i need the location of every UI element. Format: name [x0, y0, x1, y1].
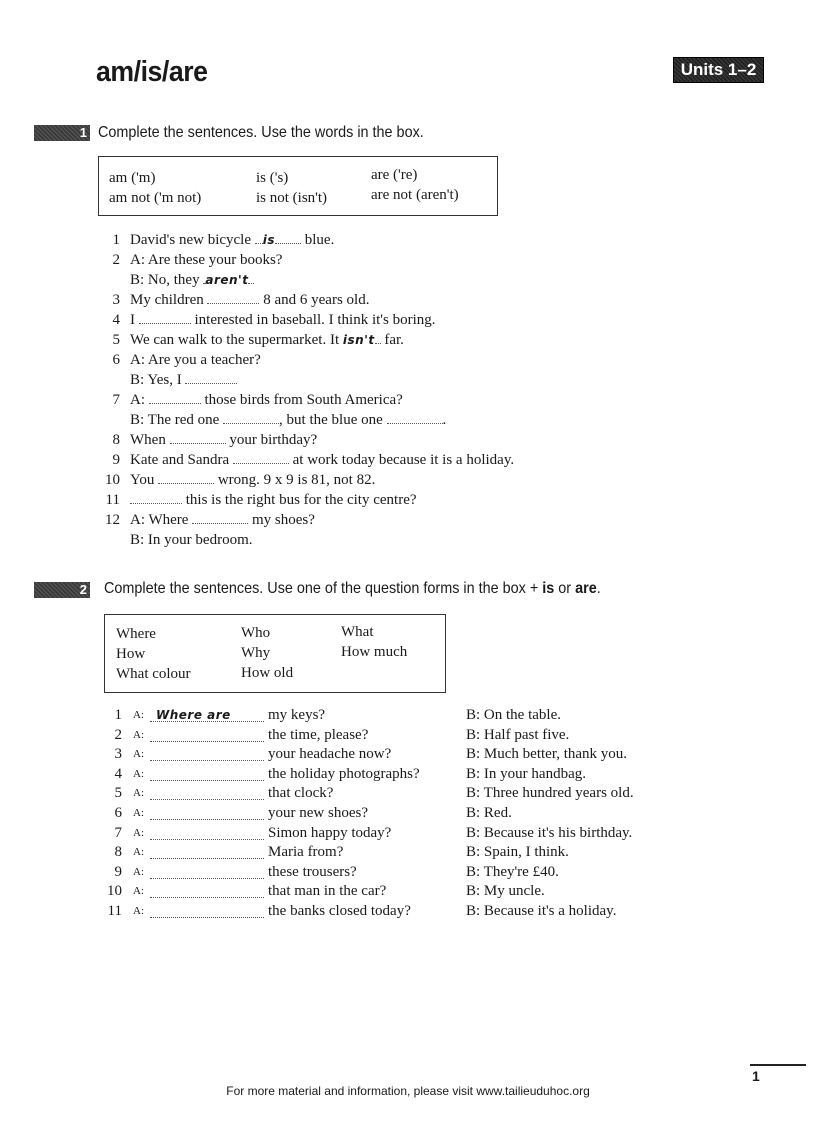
- exercise-1-number: 1: [34, 125, 90, 141]
- sentence-text: .: [442, 412, 447, 428]
- question-text: my keys?: [268, 707, 326, 723]
- word-box-cell: Who: [241, 625, 271, 641]
- sentence-7b: [130, 412, 446, 429]
- blank[interactable]: [149, 393, 201, 404]
- page-number: 1: [752, 1068, 760, 1084]
- sentence-10: [130, 472, 375, 489]
- sentence-text: B: No, they: [130, 272, 200, 288]
- speaker-a: A:: [133, 787, 144, 800]
- answer-blank[interactable]: [150, 766, 264, 781]
- speaker-a: A:: [133, 905, 144, 917]
- sentence-2b: [130, 272, 254, 289]
- question-row: [0, 825, 816, 844]
- question-text: that clock?: [268, 785, 334, 802]
- sentence-8: [130, 432, 317, 449]
- speaker-a: A:: [133, 846, 144, 859]
- item-number: 5: [112, 332, 120, 348]
- word-box-cell: What colour: [116, 666, 191, 682]
- answer-blank[interactable]: [150, 727, 264, 742]
- item-number: 6: [114, 805, 122, 821]
- exercise-1-list: [0, 232, 816, 552]
- sentence-text: far.: [384, 332, 404, 348]
- sentence-text: B: The red one: [130, 412, 220, 428]
- answer-blank[interactable]: [150, 785, 264, 800]
- sentence-9: [130, 452, 514, 469]
- sentence-text: A:: [130, 392, 145, 408]
- sentence-4: [130, 312, 436, 329]
- word-box-1: [98, 156, 498, 216]
- speaker-a: A:: [133, 728, 144, 741]
- sentence-text: My children: [130, 292, 204, 308]
- item-number: 1: [112, 232, 120, 248]
- word-box-cell: How much: [341, 644, 408, 660]
- question-row: [0, 864, 816, 883]
- item-number: 11: [105, 492, 120, 508]
- blank[interactable]: [207, 293, 259, 304]
- sentence-12a: [130, 512, 315, 529]
- sentence-12b: B: In your bedroom.: [130, 532, 253, 548]
- word-box-cell: am not ('m not): [109, 190, 202, 206]
- item-number: 8: [114, 844, 122, 861]
- word-box-cell: is not (isn't): [256, 190, 328, 206]
- response-text: B: Three hundred years old.: [466, 785, 634, 802]
- answer-blank[interactable]: [150, 903, 264, 918]
- speaker-a: A:: [133, 767, 144, 780]
- word-box-cell: is ('s): [256, 170, 289, 186]
- exercise-2-number: 2: [34, 582, 90, 598]
- page-title: am/is/are: [96, 56, 208, 88]
- item-number: 12: [105, 512, 120, 528]
- item-number: 2: [112, 252, 120, 268]
- speaker-a: A:: [133, 748, 144, 761]
- answer-blank[interactable]: [150, 883, 264, 898]
- instruction-text: .: [596, 580, 601, 597]
- response-text: B: Much better, thank you.: [466, 746, 628, 763]
- blank[interactable]: [185, 373, 237, 384]
- blank[interactable]: [139, 313, 191, 324]
- sentence-text: B: Yes, I: [130, 372, 182, 388]
- speaker-a: A:: [133, 865, 144, 878]
- speaker-a: A:: [133, 709, 144, 721]
- item-number: 9: [112, 452, 120, 468]
- instruction-text: Complete the sentences. Use one of the question forms in the box +: [104, 580, 539, 597]
- exercise-2-instruction: [104, 580, 601, 598]
- response-text: B: Because it's his birthday.: [466, 824, 633, 841]
- question-text: your new shoes?: [268, 805, 368, 821]
- question-text: the time, please?: [268, 726, 369, 743]
- question-row: [0, 883, 816, 902]
- answer-blank[interactable]: [150, 805, 264, 820]
- word-box-cell: What: [341, 624, 374, 640]
- answer-blank[interactable]: [150, 864, 264, 879]
- sentence-text: those birds from South America?: [204, 392, 403, 408]
- sentence-text: 8 and 6 years old.: [263, 292, 370, 308]
- exercise-1-instruction: Complete the sentences. Use the words in the box.: [98, 124, 424, 141]
- word-box-cell: Why: [241, 645, 271, 661]
- sentence-text: interested in baseball. I think it's boring.: [194, 312, 436, 328]
- answer-blank[interactable]: [150, 825, 264, 840]
- question-row: [0, 785, 816, 804]
- item-number: 9: [114, 863, 122, 880]
- question-text: Maria from?: [268, 844, 344, 861]
- question-text: the holiday photographs?: [268, 765, 420, 782]
- response-text: B: My uncle.: [466, 883, 545, 900]
- instruction-bold: are: [575, 580, 597, 597]
- response-text: B: Half past five.: [466, 726, 570, 743]
- answer-blank[interactable]: [150, 707, 264, 722]
- blank[interactable]: [223, 413, 279, 424]
- word-box-cell: How old: [241, 665, 294, 681]
- speaker-a: A:: [133, 826, 144, 839]
- sentence-text: wrong. 9 x 9 is 81, not 82.: [217, 472, 376, 488]
- response-text: B: In your handbag.: [466, 765, 586, 782]
- question-text: that man in the car?: [268, 883, 387, 900]
- handwritten-answer-2[interactable]: aren't: [205, 273, 249, 287]
- sentence-text: When: [130, 432, 166, 448]
- handwritten-answer: Where are: [156, 708, 231, 722]
- sentence-11: [130, 492, 417, 509]
- question-row: [0, 746, 816, 765]
- units-badge: Units 1–2: [673, 57, 764, 83]
- question-text: these trousers?: [268, 863, 357, 880]
- response-text: B: They're £40.: [466, 863, 559, 880]
- sentence-text: We can walk to the supermarket. It: [130, 332, 340, 348]
- sentence-7a: [130, 392, 403, 409]
- sentence-text: I: [130, 312, 135, 328]
- word-box-2: [104, 614, 446, 693]
- item-number: 10: [107, 883, 122, 900]
- footer-text: For more material and information, please visit www.tailieuduhoc.org: [226, 1084, 590, 1098]
- word-box-cell: How: [116, 646, 146, 662]
- item-number: 10: [105, 472, 120, 488]
- blank[interactable]: [158, 473, 214, 484]
- speaker-a: A:: [133, 807, 144, 819]
- response-text: B: Spain, I think.: [466, 844, 569, 861]
- speaker-a: A:: [133, 885, 144, 898]
- sentence-text: A: Where: [130, 512, 189, 528]
- answer-blank[interactable]: [150, 844, 264, 859]
- sentence-3: [130, 292, 369, 309]
- handwritten-answer-1[interactable]: is: [262, 233, 276, 247]
- sentence-text: at work today because it is a holiday.: [292, 452, 515, 468]
- question-row: [0, 707, 816, 726]
- sentence-text: my shoes?: [251, 512, 315, 528]
- item-number: 6: [112, 352, 120, 368]
- question-text: your headache now?: [268, 746, 392, 763]
- page-rule: [750, 1064, 806, 1066]
- handwritten-answer-5[interactable]: isn't: [342, 333, 375, 347]
- question-row: [0, 727, 816, 746]
- item-number: 2: [114, 726, 122, 743]
- word-box-cell: are ('re): [371, 167, 418, 183]
- sentence-text: blue.: [304, 232, 335, 248]
- response-text: B: Red.: [466, 805, 512, 821]
- question-row: [0, 903, 816, 922]
- sentence-text: David's new bicycle: [130, 232, 251, 248]
- question-row: [0, 844, 816, 863]
- sentence-5: [130, 332, 404, 349]
- sentence-text: your birthday?: [229, 432, 318, 448]
- blank[interactable]: [192, 513, 248, 524]
- word-box-cell: Where: [116, 626, 156, 642]
- sentence-text: You: [130, 472, 155, 488]
- sentence-text: this is the right bus for the city centre?: [185, 492, 417, 508]
- sentence-6b: [130, 372, 237, 389]
- question-row: [0, 766, 816, 785]
- item-number: 11: [107, 903, 122, 919]
- question-row: [0, 805, 816, 824]
- blank[interactable]: [387, 413, 443, 424]
- item-number: 8: [112, 432, 120, 448]
- item-number: 3: [114, 746, 122, 763]
- question-text: Simon happy today?: [268, 824, 392, 841]
- blank[interactable]: [130, 493, 182, 504]
- item-number: 1: [114, 707, 122, 723]
- response-text: B: On the table.: [466, 707, 561, 723]
- blank[interactable]: [233, 453, 289, 464]
- blank[interactable]: [170, 433, 226, 444]
- sentence-6a: A: Are you a teacher?: [130, 352, 261, 368]
- word-box-cell: am ('m): [109, 170, 156, 186]
- instruction-text: or: [558, 580, 572, 597]
- sentence-text: , but the blue one: [279, 412, 383, 428]
- sentence-text: Kate and Sandra: [130, 452, 230, 468]
- item-number: 5: [114, 785, 122, 802]
- response-text: B: Because it's a holiday.: [466, 903, 617, 919]
- word-box-cell: are not (aren't): [371, 187, 459, 203]
- instruction-bold: is: [542, 580, 555, 597]
- item-number: 3: [112, 292, 120, 308]
- item-number: 7: [114, 824, 122, 841]
- question-text: the banks closed today?: [268, 903, 411, 919]
- sentence-1: [130, 232, 334, 249]
- answer-blank[interactable]: [150, 746, 264, 761]
- sentence-2a: A: Are these your books?: [130, 252, 283, 268]
- item-number: 4: [114, 765, 122, 782]
- item-number: 4: [112, 312, 120, 328]
- item-number: 7: [112, 392, 120, 408]
- exercise-2-list: [0, 707, 816, 927]
